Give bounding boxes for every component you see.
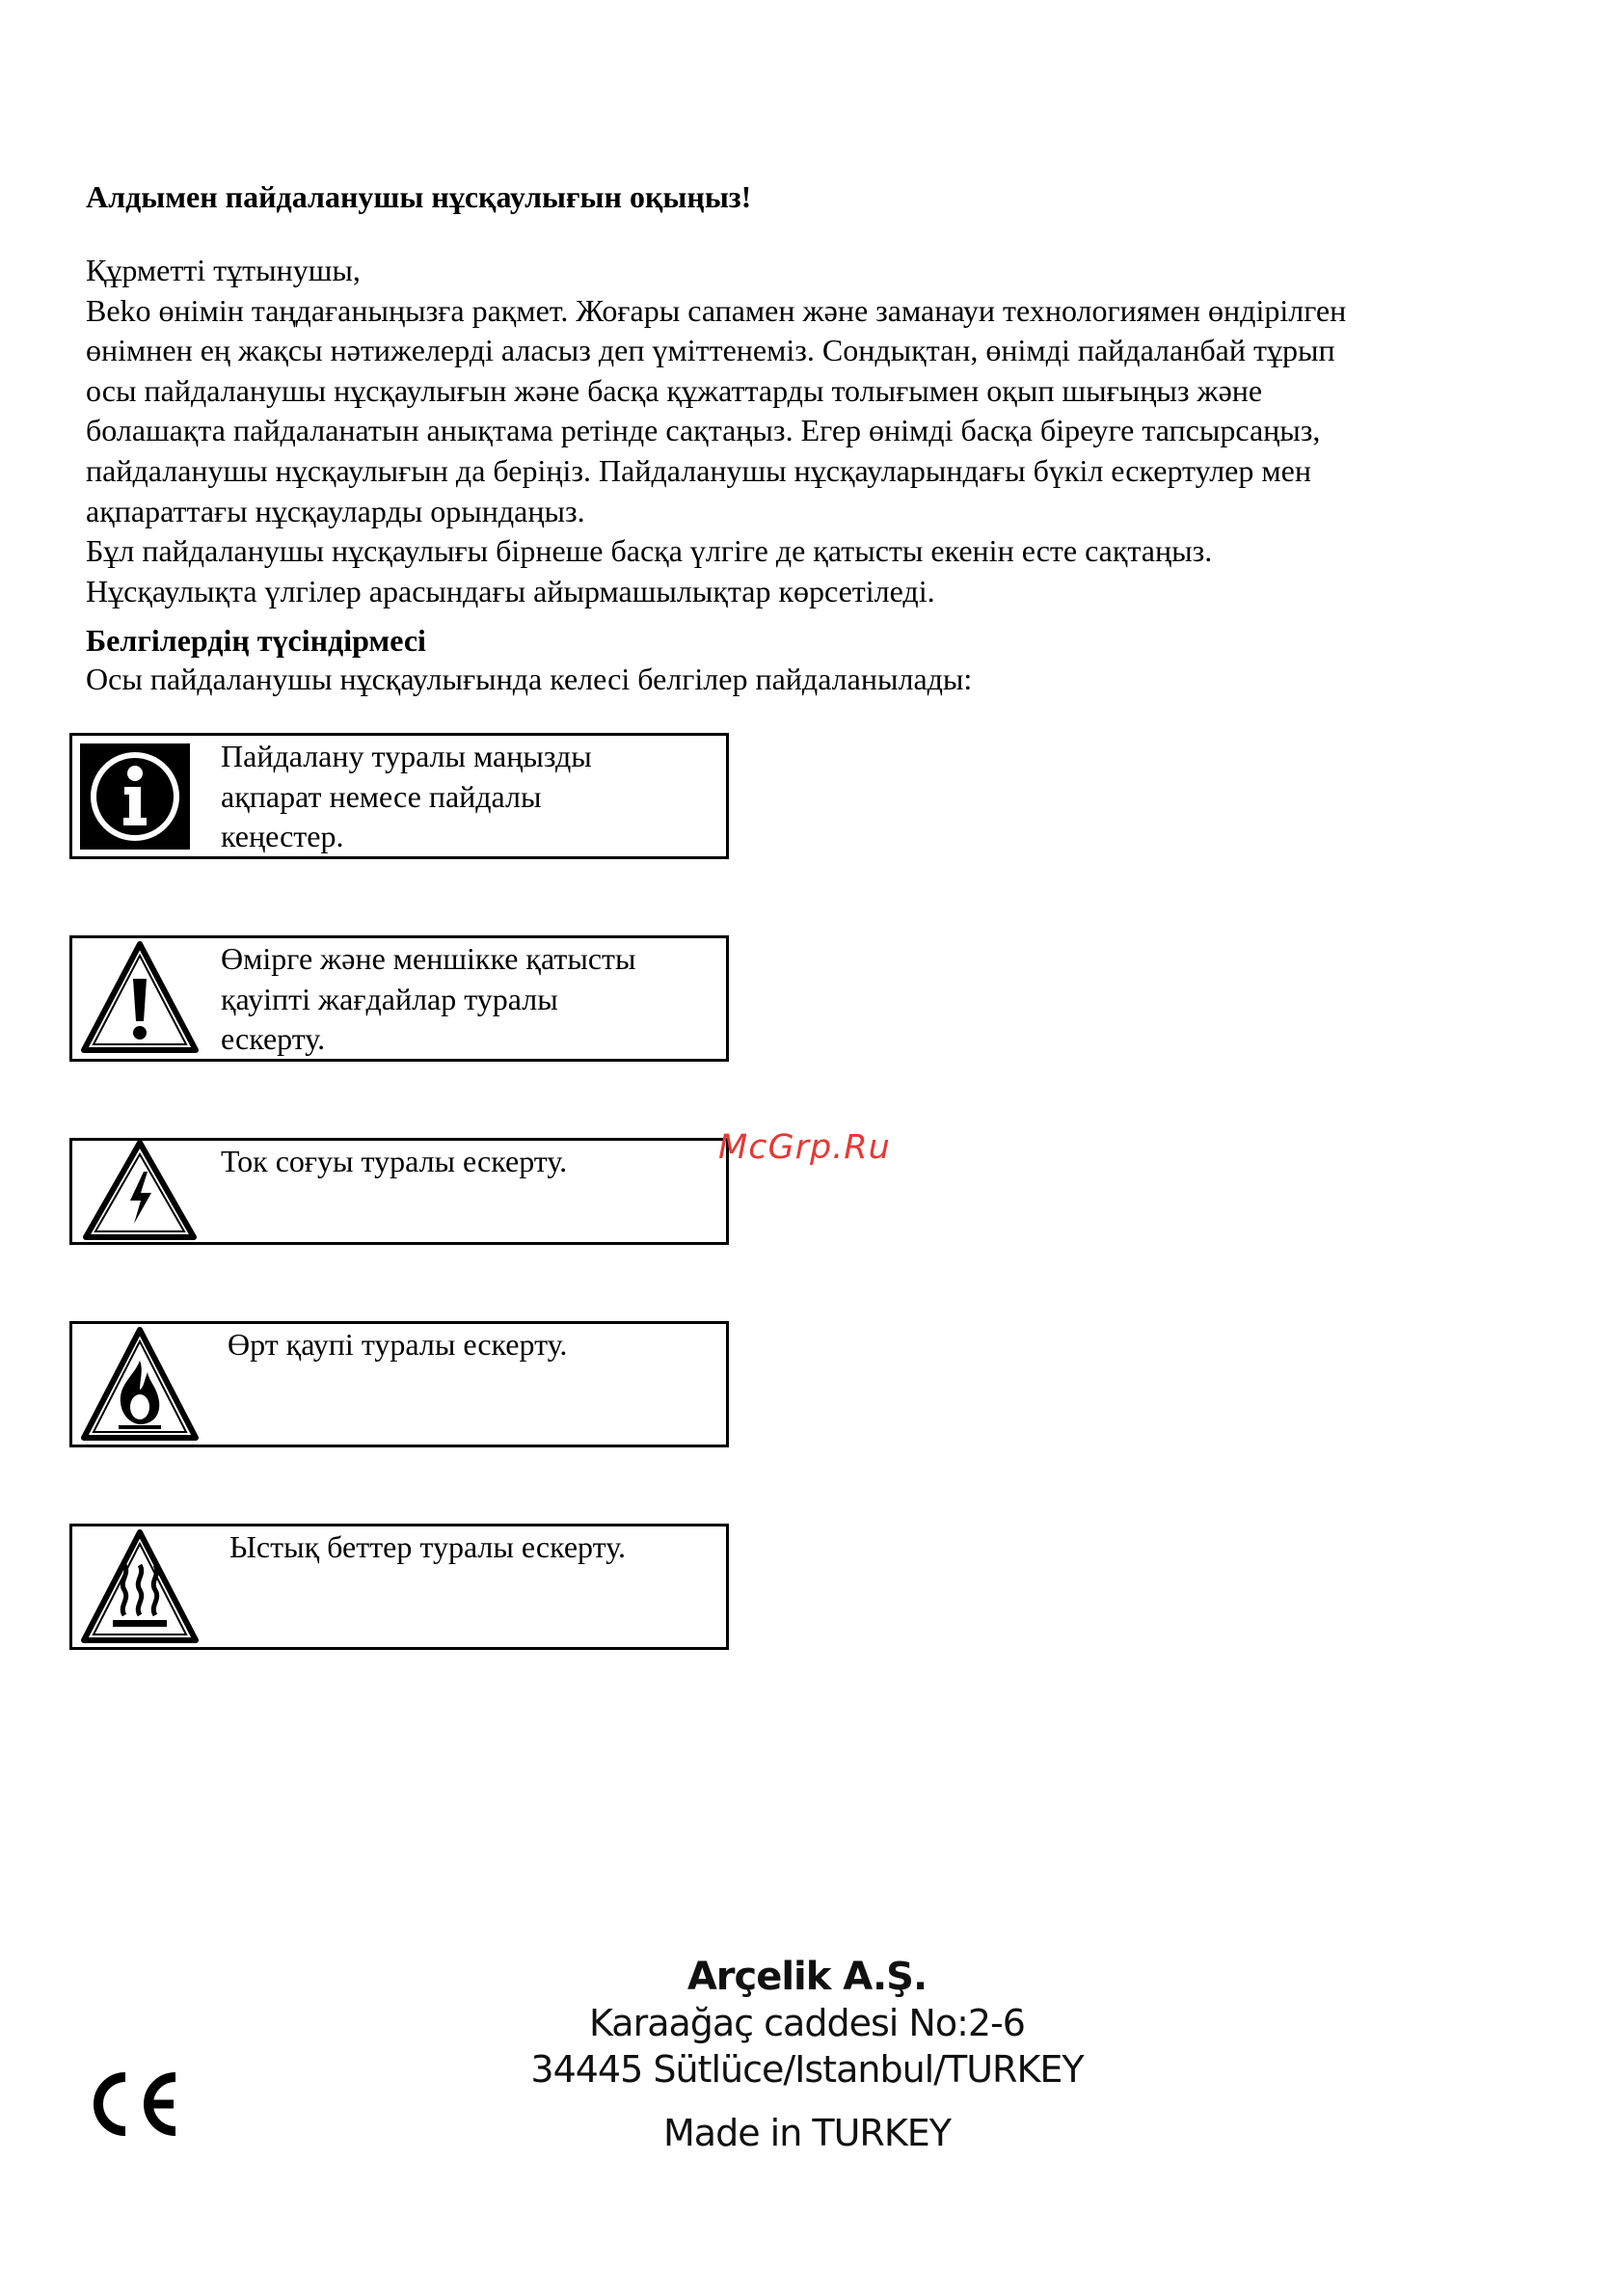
company-city: 34445 Sütlüce/Istanbul/TURKEY <box>530 2048 1084 2091</box>
symbol-text-line: ақпарат немесе пайдалы <box>221 778 542 814</box>
symbol-text-line: ескерту. <box>221 1021 326 1057</box>
fire-hazard-icon <box>80 1326 200 1444</box>
intro-line: өнімнен ең жақсы нәтижелерді аласыз деп үміттенеміз. Сондықтан, өнімді пайдаланбай тұрып <box>86 333 1335 368</box>
symbol-text-line: Өмірге және меншікке қатысты <box>221 941 636 976</box>
symbol-box-warning <box>69 935 729 1062</box>
made-in: Made in TURKEY <box>663 2112 951 2154</box>
electric-shock-icon <box>80 1139 200 1243</box>
symbol-box-fire <box>69 1321 729 1447</box>
symbol-text-line: кеңестер. <box>221 819 344 854</box>
symbol-description <box>221 1142 567 1182</box>
symbol-text-line: Ток соғуы туралы ескерту. <box>221 1144 568 1178</box>
symbol-box-hot-surface <box>69 1524 729 1650</box>
symbol-description <box>221 737 592 857</box>
symbol-description <box>229 1527 626 1568</box>
company-address <box>0 1954 1614 2156</box>
intro-line: пайдаланушы нұсқаулығын да беріңіз. Пайдаланушы нұсқауларындағы бүкіл ескертулер мен <box>86 452 1311 488</box>
ce-mark-logo <box>81 2067 181 2141</box>
intro-line: осы пайдаланушы нұсқаулығын және басқа құжаттарды толығымен оқып шығыңыз және <box>86 372 1263 408</box>
symbol-description <box>221 939 636 1060</box>
company-name: Arçelik A.Ş. <box>686 1955 928 1999</box>
intro-line: болашақта пайдаланатын анықтама ретінде сақтаңыз. Егер өнімді басқа біреуге тапсырсаңыз, <box>86 413 1321 448</box>
symbol-box-info <box>69 733 729 859</box>
symbol-box-electric <box>69 1138 729 1245</box>
greeting: Құрметті тұтынушы, <box>86 253 361 287</box>
intro-line: Бұл пайдаланушы нұсқаулығы бірнеше басқа үлгіге де қатысты екенін есте сақтаңыз. <box>86 533 1213 569</box>
symbol-description <box>228 1325 567 1365</box>
hot-surface-icon <box>80 1528 200 1646</box>
symbol-text-line: Ыстық беттер туралы ескерту. <box>229 1529 626 1564</box>
intro-line: Нұсқаулықта үлгілер арасындағы айырмашылықтар көрсетіледі. <box>86 573 935 608</box>
info-icon <box>80 743 190 850</box>
watermark: McGrp.Ru <box>718 1128 891 1167</box>
company-street: Karaağaç caddesi No:2-6 <box>589 2002 1025 2044</box>
intro-line: Beko өнімін таңдағаныңызға рақмет. Жоғары сапамен және заманауи технологиямен өндірілген <box>86 292 1347 328</box>
symbols-intro: Осы пайдаланушы нұсқаулығында келесі белгілер пайдаланылады: <box>86 662 973 696</box>
symbol-text-line: қауіпті жағдайлар туралы <box>221 981 558 1016</box>
symbol-text-line: Пайдалану туралы маңызды <box>221 739 592 773</box>
warning-exclamation-icon <box>80 940 200 1056</box>
symbols-heading: Белгілердің түсіндірмесі <box>86 623 426 658</box>
intro-text <box>86 251 1532 611</box>
symbol-text-line: Өрт қаупі туралы ескерту. <box>228 1327 568 1362</box>
page-title: Алдымен пайдаланушы нұсқаулығын оқыңыз! <box>86 179 752 214</box>
intro-line: ақпараттағы нұсқауларды орындаңыз. <box>86 493 585 528</box>
